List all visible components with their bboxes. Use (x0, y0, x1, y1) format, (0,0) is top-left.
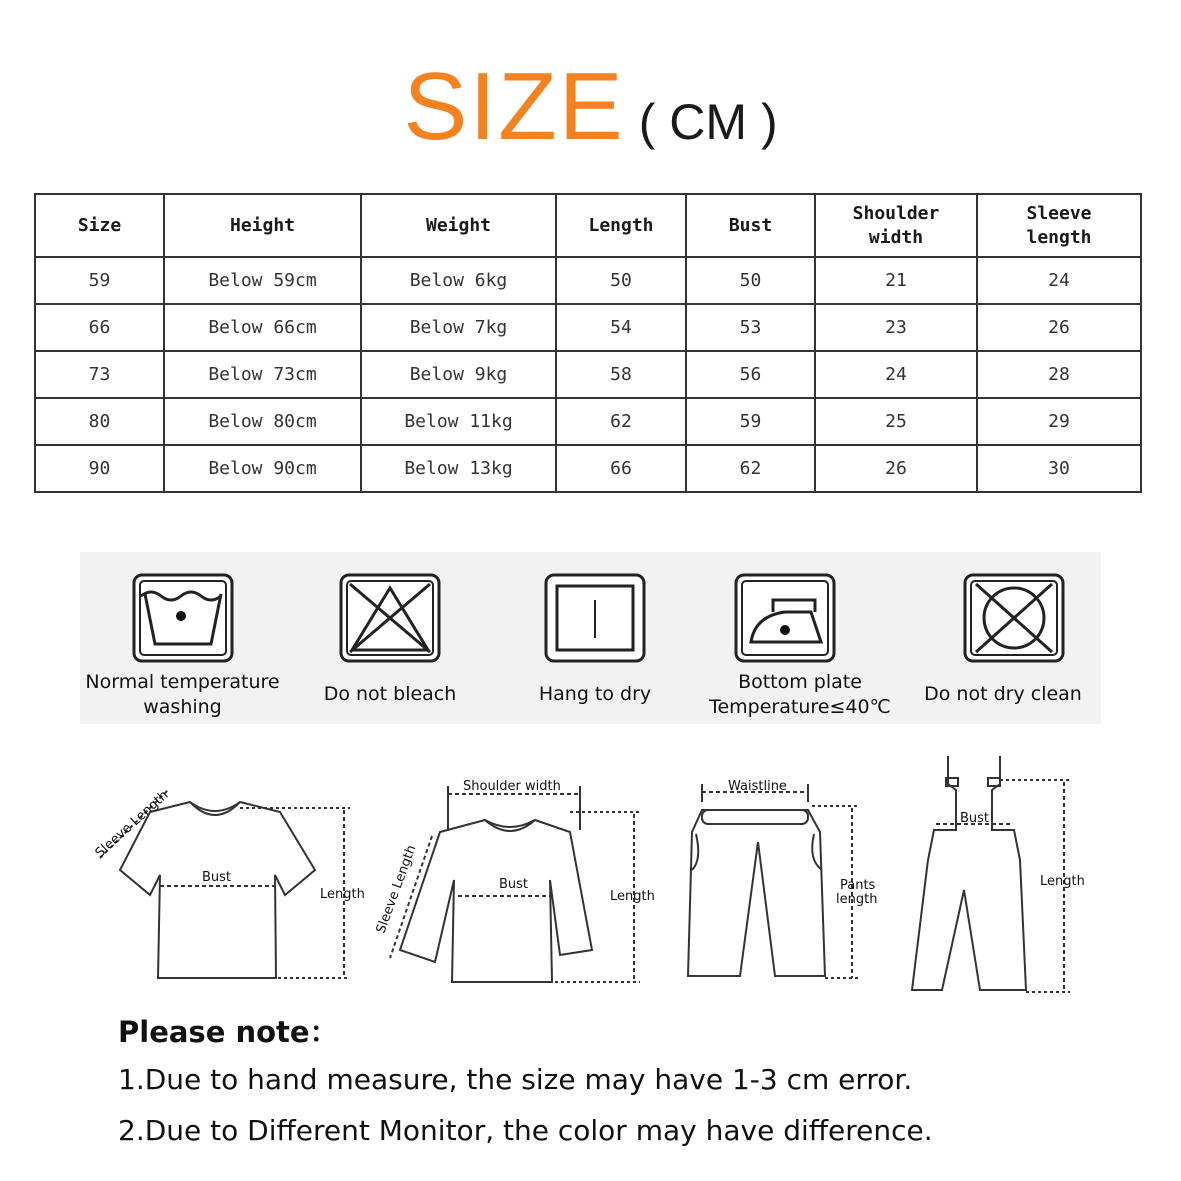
table-cell: 73 (35, 351, 164, 398)
table-cell: 24 (815, 351, 977, 398)
table-cell: 58 (556, 351, 686, 398)
table-cell: Below 90cm (164, 445, 361, 492)
table-cell: 25 (815, 398, 977, 445)
table-cell: 53 (686, 304, 815, 351)
header-size: Size (35, 194, 164, 257)
table-cell: Below 59cm (164, 257, 361, 304)
no-dry-clean-icon (962, 572, 1066, 664)
garment-diagram-svg (80, 750, 1120, 1000)
pants-waist-label: Waistline (728, 779, 787, 794)
sweater-shoulder-label: Shoulder width (463, 779, 561, 794)
care-label: Do not dry clean (924, 683, 1082, 705)
header-bust: Bust (686, 194, 815, 257)
table-header-row (35, 194, 1141, 257)
overalls-bust-label: Bust (960, 811, 990, 826)
sweater-bust-label: Bust (499, 877, 529, 892)
table-cell: Below 11kg (361, 398, 556, 445)
overalls-outline (912, 756, 1026, 990)
tshirt-sleeve-label: Sleeve Length (92, 787, 172, 861)
table-cell: Below 80cm (164, 398, 361, 445)
care-item-bleach (285, 552, 495, 724)
care-instructions-panel (80, 552, 1101, 724)
header-height: Height (164, 194, 361, 257)
size-table (34, 193, 1142, 493)
note-line: 1.Due to hand measure, the size may have 1-3 cm error. (118, 1063, 913, 1096)
table-cell: 24 (977, 257, 1141, 304)
care-label: Do not bleach (323, 683, 457, 705)
table-row (35, 257, 1141, 304)
tshirt-length-label: Length (320, 887, 365, 902)
care-label: Normal temperature washing (85, 671, 280, 718)
tshirt-bust-label: Bust (202, 870, 232, 885)
care-item-iron (695, 552, 905, 724)
care-item-hang (495, 552, 695, 724)
table-row (35, 304, 1141, 351)
table-cell: 59 (35, 257, 164, 304)
table-cell: 26 (977, 304, 1141, 351)
care-item-dry-clean (905, 552, 1101, 724)
sweater-length-label: Length (610, 889, 655, 904)
table-cell: 23 (815, 304, 977, 351)
table-cell: 59 (686, 398, 815, 445)
table-cell: 50 (556, 257, 686, 304)
title-size: SIZE (403, 53, 625, 160)
hang-dry-icon (543, 572, 647, 664)
table-cell: Below 7kg (361, 304, 556, 351)
no-bleach-icon (338, 572, 442, 664)
table-cell: 56 (686, 351, 815, 398)
header-shoulder-width: Shoulder width (815, 194, 977, 257)
header-weight: Weight (361, 194, 556, 257)
care-label: Bottom plate Temperature≤40℃ (709, 671, 891, 718)
table-row (35, 351, 1141, 398)
table-cell: 29 (977, 398, 1141, 445)
table-cell: 26 (815, 445, 977, 492)
table-row (35, 445, 1141, 492)
table-cell: 66 (35, 304, 164, 351)
table-cell: Below 66cm (164, 304, 361, 351)
page-title (0, 52, 1181, 162)
pants-outline (688, 810, 825, 976)
pants-length-label-1: Pants (840, 878, 876, 893)
table-cell: Below 9kg (361, 351, 556, 398)
table-cell: 54 (556, 304, 686, 351)
title-unit: ( CM ) (638, 94, 778, 150)
note-line: 2.Due to Different Monitor, the color may have difference. (118, 1114, 933, 1147)
overalls-length-label: Length (1040, 874, 1085, 889)
iron-icon (733, 572, 837, 664)
table-cell: Below 73cm (164, 351, 361, 398)
table-cell: 90 (35, 445, 164, 492)
care-label: Hang to dry (538, 683, 652, 705)
table-cell: 30 (977, 445, 1141, 492)
measurement-diagrams (80, 750, 1120, 1000)
table-cell: 21 (815, 257, 977, 304)
table-cell: 50 (686, 257, 815, 304)
table-cell: 28 (977, 351, 1141, 398)
pants-length-label-2: length (836, 892, 878, 907)
sweater-sleeve-label: Sleeve Length (373, 843, 420, 936)
table-cell: 80 (35, 398, 164, 445)
table-cell: 62 (556, 398, 686, 445)
notes-title: Please note： (118, 1015, 339, 1049)
notes-section (118, 1010, 933, 1156)
table-cell: Below 13kg (361, 445, 556, 492)
table-cell: 66 (556, 445, 686, 492)
header-sleeve-length: Sleeve length (977, 194, 1141, 257)
care-item-wash (80, 552, 285, 724)
table-row (35, 398, 1141, 445)
table-cell: 62 (686, 445, 815, 492)
tshirt-outline (120, 802, 315, 978)
header-length: Length (556, 194, 686, 257)
wash-tub-icon (131, 572, 235, 664)
table-cell: Below 6kg (361, 257, 556, 304)
